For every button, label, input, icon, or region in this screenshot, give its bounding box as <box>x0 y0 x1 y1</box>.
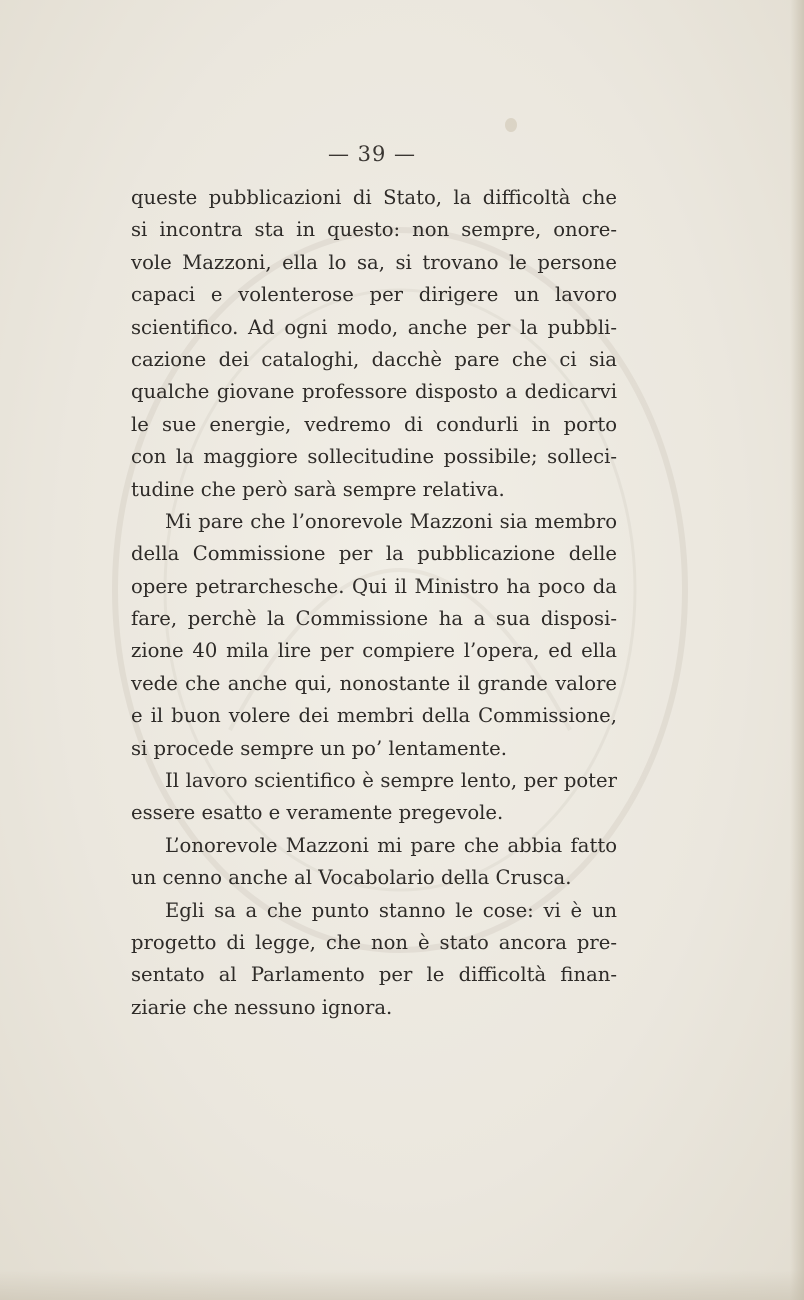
text-line: progetto di legge, che non è stato ancora pre- <box>131 930 617 954</box>
text-line: ziarie che nessuno ignora. <box>131 995 393 1019</box>
text-line: sentato al Parlamento per le difficoltà finan- <box>131 963 617 987</box>
text-line: scientifico. Ad ogni modo, anche per la pubbli- <box>131 315 617 339</box>
text-line: le sue energie, vedremo di condurli in porto <box>131 412 617 436</box>
text-line: queste pubblicazioni di Stato, la difficoltà che <box>131 186 617 209</box>
text-line: e il buon volere dei membri della Commissione, <box>131 704 617 728</box>
text-line: della Commissione per la pubblicazione delle <box>131 542 617 566</box>
text-line: vole Mazzoni, ella lo sa, si trovano le persone <box>131 250 617 274</box>
text-line: opere petrarchesche. Qui il Ministro ha poco da <box>131 574 617 598</box>
text-line: essere esatto e veramente pregevole. <box>131 801 504 825</box>
text-line: si incontra sta in questo: non sempre, onore- <box>131 218 617 242</box>
text-line: cazione dei cataloghi, dacchè pare che ci sia <box>131 347 617 371</box>
text-line: qualche giovane professore disposto a dedicarvi <box>131 380 617 404</box>
text-line: zione 40 mila lire per compiere l’opera, ed ella <box>131 639 617 663</box>
text-line: un cenno anche al Vocabolario della Crusca. <box>131 866 572 890</box>
paper-stain <box>505 118 517 132</box>
text-line: Egli sa a che punto stanno le cose: vi è un <box>165 898 617 922</box>
text-line: Mi pare che l’onorevole Mazzoni sia membro <box>165 509 617 533</box>
text-line: fare, perchè la Commissione ha a sua disposi- <box>131 607 617 631</box>
text-line: capaci e volenterose per dirigere un lavoro <box>131 283 617 307</box>
page-bottom-shadow <box>0 1270 804 1300</box>
body-text <box>131 182 617 1024</box>
text-line: Il lavoro scientifico è sempre lento, per poter <box>165 769 617 793</box>
text-line: si procede sempre un po’ lentamente. <box>131 736 507 760</box>
page-number: — 39 — <box>327 142 417 166</box>
page-edge-shadow <box>790 0 804 1300</box>
text-line: vede che anche qui, nonostante il grande valore <box>131 671 617 695</box>
text-line: L’onorevole Mazzoni mi pare che abbia fatto <box>165 833 617 857</box>
text-line: tudine che però sarà sempre relativa. <box>131 477 505 501</box>
text-line: con la maggiore sollecitudine possibile; solleci- <box>131 445 617 469</box>
